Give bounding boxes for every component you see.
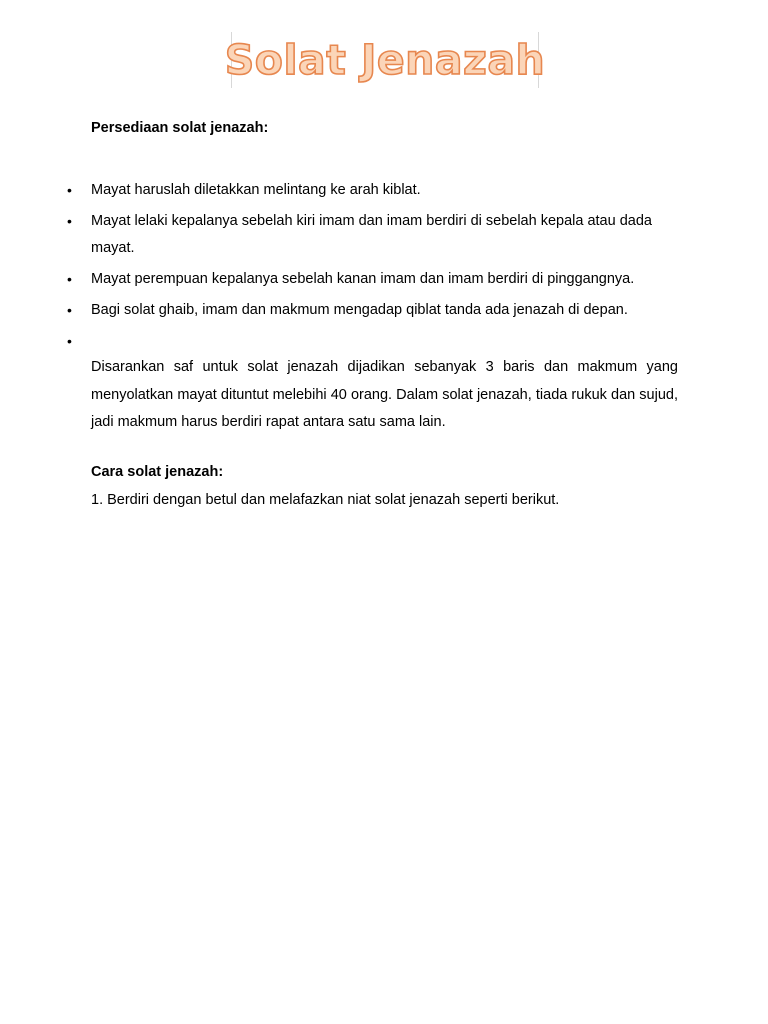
- list-item-text: Mayat lelaki kepalanya sebelah kiri imam dan imam berdiri di sebelah kepala atau dada mayat.: [91, 213, 652, 256]
- list-item-text: Mayat perempuan kepalanya sebelah kanan imam dan imam berdiri di pinggangnya.: [91, 271, 635, 287]
- bullet-icon: •: [67, 333, 72, 349]
- bullet-icon: •: [67, 271, 72, 287]
- bullet-icon: •: [67, 302, 72, 318]
- bullet-icon: •: [67, 213, 72, 229]
- list-item-text: Mayat haruslah diletakkan melintang ke arah kiblat.: [91, 182, 421, 198]
- section-heading-preparation: Persediaan solat jenazah:: [91, 120, 269, 136]
- list-item-text: Bagi solat ghaib, imam dan makmum mengadap qiblat tanda ada jenazah di depan.: [91, 302, 628, 318]
- bullet-icon: •: [67, 182, 72, 198]
- title-wordart-frame: [224, 32, 546, 88]
- page-title: Solat Jenazah: [224, 35, 546, 84]
- list-item: [64, 266, 678, 293]
- step-1-text: 1. Berdiri dengan betul dan melafazkan niat solat jenazah seperti berikut.: [91, 492, 560, 508]
- section-heading-method: Cara solat jenazah:: [91, 464, 224, 480]
- list-item: [64, 177, 678, 204]
- list-item: [64, 208, 678, 262]
- saf-paragraph: Disarankan saf untuk solat jenazah dijadikan sebanyak 3 baris dan makmum yang menyolatkan mayat dituntut melebihi 40 orang. Dalam solat jenazah, tiada rukuk dan sujud, jadi makmum harus berdiri rapat antara satu sama lain.: [91, 359, 678, 430]
- list-item: [64, 297, 678, 324]
- preparation-bullet-list: [64, 177, 678, 349]
